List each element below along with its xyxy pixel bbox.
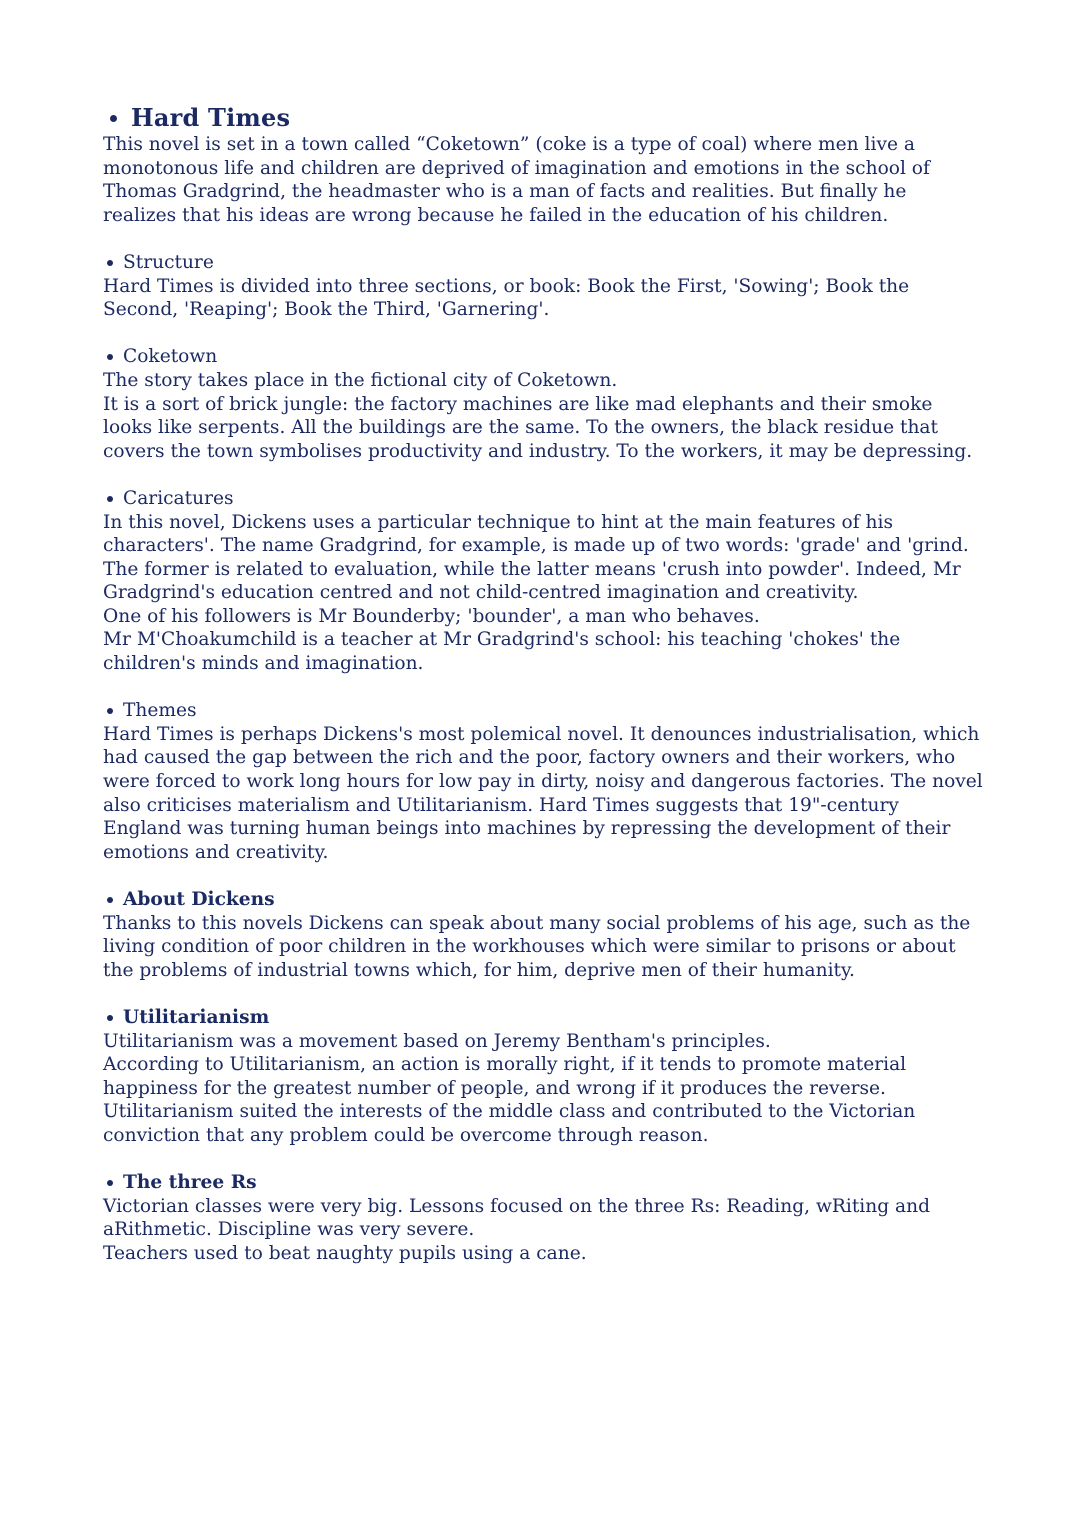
heading-text: The three Rs [123, 1172, 257, 1194]
section-body [103, 275, 983, 322]
paragraph: Hard Times is divided into three sections, or book: Book the First, 'Sowing'; Book the Second, 'Reaping'; Book the Third, 'Garnering'. [103, 275, 910, 321]
heading-text: About Dickens [123, 889, 275, 910]
section-about-dickens [103, 888, 983, 982]
bullet-icon [107, 1180, 113, 1186]
section-heading [103, 888, 983, 912]
paragraph: According to Utilitarianism, an action is morally right, if it tends to promote material happiness for the greatest number of people, and wrong if it produces the reverse. Utilitarianism suited the interests of the middle class and contributed to the Victorian conviction that any problem could be overcome through reason. [103, 1054, 916, 1146]
section-body [103, 912, 983, 983]
paragraph: Teachers used to beat naughty pupils using a cane. [103, 1242, 587, 1264]
heading-text: Structure [123, 251, 214, 273]
section-body [103, 1030, 983, 1148]
section-three-rs [103, 1171, 983, 1265]
paragraph: Hard Times is perhaps Dickens's most polemical novel. It denounces industrialisation, which had caused the gap between the rich and the poor, factory owners and their workers, who were forced to work long hours for low pay in dirty, noisy and dangerous factories. The novel also criticises materialism and Utilitarianism. Hard Times suggests that 19"-century England was turning human beings into machines by repressing the development of their emotions and creativity. [103, 723, 983, 863]
paragraph: Mr M'Choakumchild is a teacher at Mr Gradgrind's school: his teaching 'chokes' the children's minds and imagination. [103, 629, 901, 675]
heading-text: Coketown [123, 346, 218, 368]
section-heading [103, 487, 983, 511]
paragraph: Thanks to this novels Dickens can speak about many social problems of his age, such as the living condition of poor children in the workhouses which were similar to prisons or about the problems of industrial towns which, for him, deprive men of their humanity. [103, 912, 971, 981]
paragraph: It is a sort of brick jungle: the factory machines are like mad elephants and their smoke looks like serpents. All the buildings are the same. To the owners, the black residue that covers the town symbolises productivity and industry. To the workers, it may be depressing. [103, 393, 973, 462]
section-heading [103, 699, 983, 723]
section-structure [103, 251, 983, 322]
heading-text: Utilitarianism [123, 1006, 270, 1028]
paragraph: In this novel, Dickens uses a particular technique to hint at the main features of his characters'. The name Gradgrind, for example, is made up of two words: 'grade' and 'grind. The former is related to evaluation, while the latter means 'crush into powder'. Indeed, Mr Gradgrind's education centred and not child-centred imagination and creativity. [103, 511, 969, 604]
heading-text: Hard Times [131, 103, 291, 132]
bullet-icon [110, 115, 117, 122]
bullet-icon [107, 260, 113, 266]
bullet-icon [107, 708, 113, 714]
section-heading [103, 1006, 983, 1030]
paragraph: Victorian classes were very big. Lessons focused on the three Rs: Reading, wRiting and aRithmetic. Discipline was very severe. [103, 1195, 930, 1241]
bullet-icon [107, 897, 113, 903]
section-hard-times [103, 103, 983, 227]
section-caricatures [103, 487, 983, 676]
section-body [103, 1195, 983, 1266]
paragraph: This novel is set in a town called “Coketown” (coke is a type of coal) where men live a monotonous life and children are deprived of imagination and emotions in the school of Thomas Gradgrind, the headmaster who is a man of facts and realities. But finally he realizes that his ideas are wrong because he failed in the education of his children. [103, 134, 930, 226]
paragraph: Utilitarianism was a movement based on Jeremy Bentham's principles. [103, 1030, 771, 1052]
bullet-icon [107, 354, 113, 360]
section-heading [103, 103, 983, 133]
section-utilitarianism [103, 1006, 983, 1148]
heading-text: Caricatures [123, 487, 234, 509]
section-coketown [103, 345, 983, 463]
section-body [103, 133, 983, 227]
section-body [103, 369, 983, 463]
paragraph: The story takes place in the fictional city of Coketown. [103, 369, 618, 391]
section-heading [103, 1171, 983, 1195]
document-page [103, 103, 983, 1289]
bullet-icon [107, 496, 113, 502]
section-heading [103, 345, 983, 369]
section-heading [103, 251, 983, 275]
section-themes [103, 699, 983, 864]
section-body [103, 723, 983, 865]
section-body [103, 511, 983, 676]
bullet-icon [107, 1015, 113, 1021]
heading-text: Themes [123, 700, 197, 722]
paragraph: One of his followers is Mr Bounderby; 'bounder', a man who behaves. [103, 605, 760, 627]
